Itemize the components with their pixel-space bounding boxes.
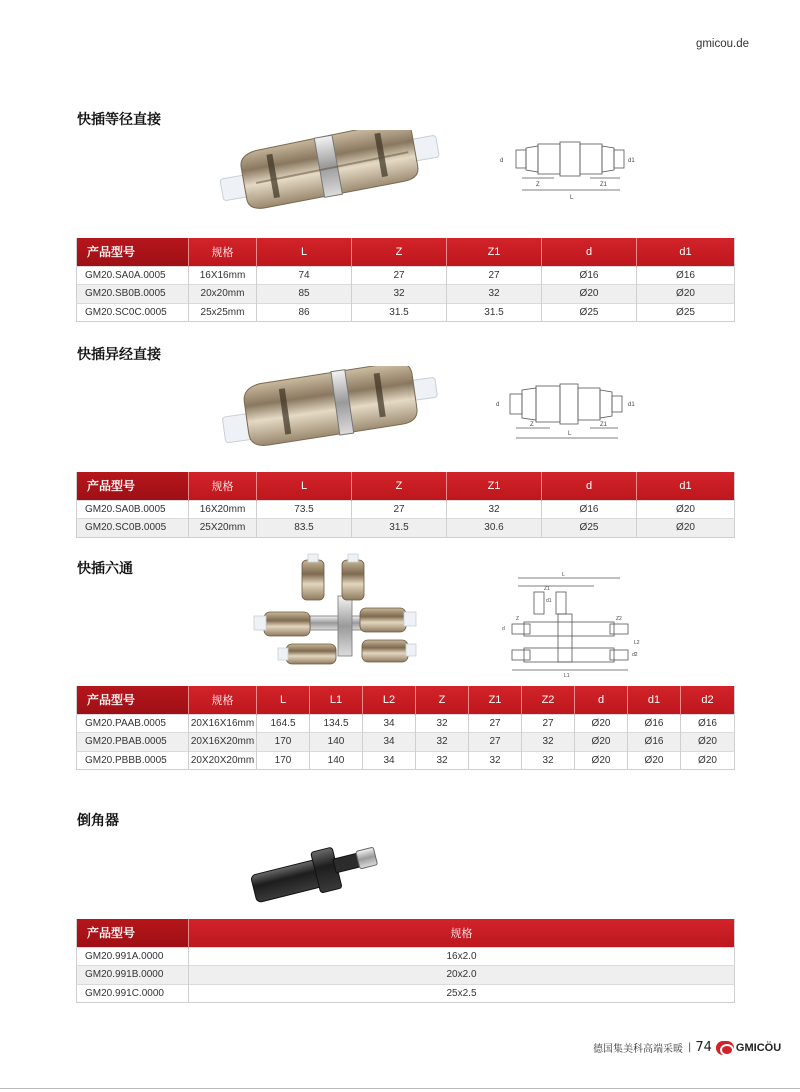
table-cell: 27 bbox=[352, 500, 447, 519]
table-cell: 27 bbox=[352, 266, 447, 285]
column-header: 产品型号 bbox=[77, 472, 189, 500]
table-cell: Ø20 bbox=[575, 751, 628, 770]
table-header-row bbox=[77, 238, 735, 266]
table-row bbox=[77, 947, 735, 966]
table-row bbox=[77, 984, 735, 1003]
drawing-label-d1: d1 bbox=[628, 158, 635, 164]
table-cell: 34 bbox=[363, 751, 416, 770]
table-cell: 32 bbox=[416, 714, 469, 733]
table-cell: Ø25 bbox=[542, 519, 637, 538]
column-header: 产品型号 bbox=[77, 238, 189, 266]
table-cell: 83.5 bbox=[257, 519, 352, 538]
footer-separator: | bbox=[688, 1042, 692, 1053]
drawing-label-l: L bbox=[570, 195, 574, 201]
table-cell: 164.5 bbox=[257, 714, 310, 733]
table-cell: 31.5 bbox=[447, 303, 542, 322]
footer-tagline: 德国集美科高端采暖 bbox=[593, 1044, 683, 1055]
table-cell: Ø20 bbox=[628, 751, 681, 770]
table-cell: Ø20 bbox=[681, 751, 735, 770]
table-cell: 27 bbox=[469, 714, 522, 733]
table-cell: Ø16 bbox=[628, 714, 681, 733]
table-cell: Ø20 bbox=[637, 519, 735, 538]
column-header: Z bbox=[416, 686, 469, 714]
table-cell: 20x2.0 bbox=[189, 966, 735, 985]
column-header: 产品型号 bbox=[77, 919, 189, 947]
section-title-six-way: 快插六通 bbox=[77, 561, 133, 577]
column-header: Z1 bbox=[447, 238, 542, 266]
brand-name: GMICÖU bbox=[735, 1041, 782, 1054]
spec-table-six-way bbox=[76, 686, 735, 770]
table-cell: 25X20mm bbox=[189, 519, 257, 538]
table-cell: Ø16 bbox=[542, 266, 637, 285]
column-header: Z1 bbox=[447, 472, 542, 500]
drawing-label-d1: d1 bbox=[628, 402, 635, 408]
table-cell: Ø20 bbox=[681, 733, 735, 752]
table-cell: 32 bbox=[416, 733, 469, 752]
table-row bbox=[77, 519, 735, 538]
column-header: d1 bbox=[637, 472, 735, 500]
six-way-connector-photo bbox=[250, 552, 440, 672]
table-cell: 85 bbox=[257, 285, 352, 304]
table-cell: 20X16X20mm bbox=[189, 733, 257, 752]
chamfer-tool-photo bbox=[244, 826, 384, 904]
table-cell: 16X20mm bbox=[189, 500, 257, 519]
table-row bbox=[77, 500, 735, 519]
table-cell: 86 bbox=[257, 303, 352, 322]
drawing-label-z1: Z1 bbox=[600, 422, 608, 428]
table-cell: 32 bbox=[352, 285, 447, 304]
column-header: 规格 bbox=[189, 238, 257, 266]
column-header: d2 bbox=[681, 686, 735, 714]
drawing-label-d1: d1 bbox=[546, 598, 552, 604]
table-cell: Ø20 bbox=[575, 733, 628, 752]
table-cell: Ø16 bbox=[628, 733, 681, 752]
table-row bbox=[77, 733, 735, 752]
column-header: L bbox=[257, 686, 310, 714]
table-cell: 20x20mm bbox=[189, 285, 257, 304]
column-header: d1 bbox=[637, 238, 735, 266]
table-cell: 74 bbox=[257, 266, 352, 285]
drawing-label-z: Z bbox=[536, 182, 540, 188]
page-number: 74 bbox=[695, 1040, 712, 1055]
table-cell: 27 bbox=[447, 266, 542, 285]
drawing-label-l: L bbox=[562, 572, 565, 578]
column-header: L1 bbox=[310, 686, 363, 714]
table-cell: GM20.991A.0000 bbox=[77, 947, 189, 966]
table-cell: GM20.SA0B.0005 bbox=[77, 500, 189, 519]
drawing-label-l2: L2 bbox=[634, 640, 640, 646]
table-cell: Ø20 bbox=[637, 285, 735, 304]
table-cell: 20X20X20mm bbox=[189, 751, 257, 770]
table-row bbox=[77, 303, 735, 322]
column-header: Z2 bbox=[522, 686, 575, 714]
table-cell: 32 bbox=[522, 733, 575, 752]
column-header: L2 bbox=[363, 686, 416, 714]
column-header: L bbox=[257, 472, 352, 500]
table-cell: 34 bbox=[363, 714, 416, 733]
column-header: 规格 bbox=[189, 472, 257, 500]
section-title-chamfer-tool: 倒角器 bbox=[77, 813, 119, 829]
drawing-label-z1: Z1 bbox=[544, 586, 550, 592]
table-cell: 32 bbox=[447, 285, 542, 304]
column-header: 规格 bbox=[189, 686, 257, 714]
table-header-row bbox=[77, 472, 735, 500]
brand-logo-icon bbox=[716, 1041, 734, 1055]
table-row bbox=[77, 285, 735, 304]
table-cell: Ø16 bbox=[542, 500, 637, 519]
page-footer bbox=[593, 1040, 781, 1055]
table-row bbox=[77, 266, 735, 285]
drawing-label-l1: L1 bbox=[564, 673, 570, 678]
column-header: 规格 bbox=[189, 919, 735, 947]
table-cell: 31.5 bbox=[352, 303, 447, 322]
table-cell: 31.5 bbox=[352, 519, 447, 538]
drawing-label-d2: d2 bbox=[632, 652, 638, 658]
drawing-label-z: Z bbox=[516, 616, 520, 622]
table-cell: 32 bbox=[522, 751, 575, 770]
table-cell: 140 bbox=[310, 751, 363, 770]
table-cell: 16x2.0 bbox=[189, 947, 735, 966]
table-cell: 30.6 bbox=[447, 519, 542, 538]
column-header: 产品型号 bbox=[77, 686, 189, 714]
table-row bbox=[77, 751, 735, 770]
table-cell: 170 bbox=[257, 733, 310, 752]
site-url[interactable]: gmicou.de bbox=[695, 38, 749, 50]
table-cell: 27 bbox=[469, 733, 522, 752]
table-cell: Ø16 bbox=[637, 266, 735, 285]
equal-straight-coupling-photo bbox=[215, 130, 445, 210]
spec-table-equal-straight bbox=[76, 238, 735, 322]
table-cell: 32 bbox=[469, 751, 522, 770]
column-header: Z bbox=[352, 238, 447, 266]
table-cell: GM20.PBAB.0005 bbox=[77, 733, 189, 752]
reducing-straight-technical-drawing bbox=[494, 380, 644, 444]
table-cell: 34 bbox=[363, 733, 416, 752]
column-header: L bbox=[257, 238, 352, 266]
six-way-technical-drawing bbox=[498, 572, 648, 678]
table-cell: 32 bbox=[416, 751, 469, 770]
table-cell: 170 bbox=[257, 751, 310, 770]
column-header: d bbox=[542, 238, 637, 266]
drawing-label-l: L bbox=[568, 431, 572, 437]
table-row bbox=[77, 714, 735, 733]
table-cell: GM20.SB0B.0005 bbox=[77, 285, 189, 304]
drawing-label-d: d bbox=[500, 158, 504, 164]
table-cell: Ø25 bbox=[637, 303, 735, 322]
section-title-reducing-straight: 快插异经直接 bbox=[77, 347, 161, 363]
table-cell: 25x2.5 bbox=[189, 984, 735, 1003]
table-cell: 16X16mm bbox=[189, 266, 257, 285]
spec-table-chamfer-tool bbox=[76, 919, 735, 1003]
bottom-divider bbox=[0, 1088, 800, 1089]
section-title-equal-straight: 快插等径直接 bbox=[77, 112, 161, 128]
table-cell: GM20.991B.0000 bbox=[77, 966, 189, 985]
table-header-row bbox=[77, 919, 735, 947]
table-cell: 27 bbox=[522, 714, 575, 733]
drawing-label-d: d bbox=[502, 626, 505, 632]
table-cell: 20X16X16mm bbox=[189, 714, 257, 733]
table-cell: GM20.991C.0000 bbox=[77, 984, 189, 1003]
table-cell: GM20.PAAB.0005 bbox=[77, 714, 189, 733]
drawing-label-z: Z bbox=[530, 422, 534, 428]
table-row bbox=[77, 966, 735, 985]
table-cell: 73.5 bbox=[257, 500, 352, 519]
column-header: d bbox=[542, 472, 637, 500]
drawing-label-z1: Z1 bbox=[600, 182, 608, 188]
spec-table-reducing-straight bbox=[76, 472, 735, 538]
table-cell: Ø20 bbox=[575, 714, 628, 733]
table-cell: Ø20 bbox=[637, 500, 735, 519]
table-cell: 134.5 bbox=[310, 714, 363, 733]
reducing-straight-coupling-photo bbox=[218, 366, 444, 450]
drawing-label-d: d bbox=[496, 402, 500, 408]
column-header: Z1 bbox=[469, 686, 522, 714]
table-cell: 25x25mm bbox=[189, 303, 257, 322]
table-header-row bbox=[77, 686, 735, 714]
table-cell: Ø25 bbox=[542, 303, 637, 322]
table-cell: GM20.PBBB.0005 bbox=[77, 751, 189, 770]
column-header: d1 bbox=[628, 686, 681, 714]
table-cell: Ø20 bbox=[542, 285, 637, 304]
drawing-label-z2: Z2 bbox=[616, 616, 622, 622]
table-cell: Ø16 bbox=[681, 714, 735, 733]
table-cell: 140 bbox=[310, 733, 363, 752]
table-cell: 32 bbox=[447, 500, 542, 519]
equal-straight-technical-drawing bbox=[494, 128, 644, 204]
table-cell: GM20.SC0C.0005 bbox=[77, 303, 189, 322]
column-header: Z bbox=[352, 472, 447, 500]
table-cell: GM20.SC0B.0005 bbox=[77, 519, 189, 538]
table-cell: GM20.SA0A.0005 bbox=[77, 266, 189, 285]
column-header: d bbox=[575, 686, 628, 714]
